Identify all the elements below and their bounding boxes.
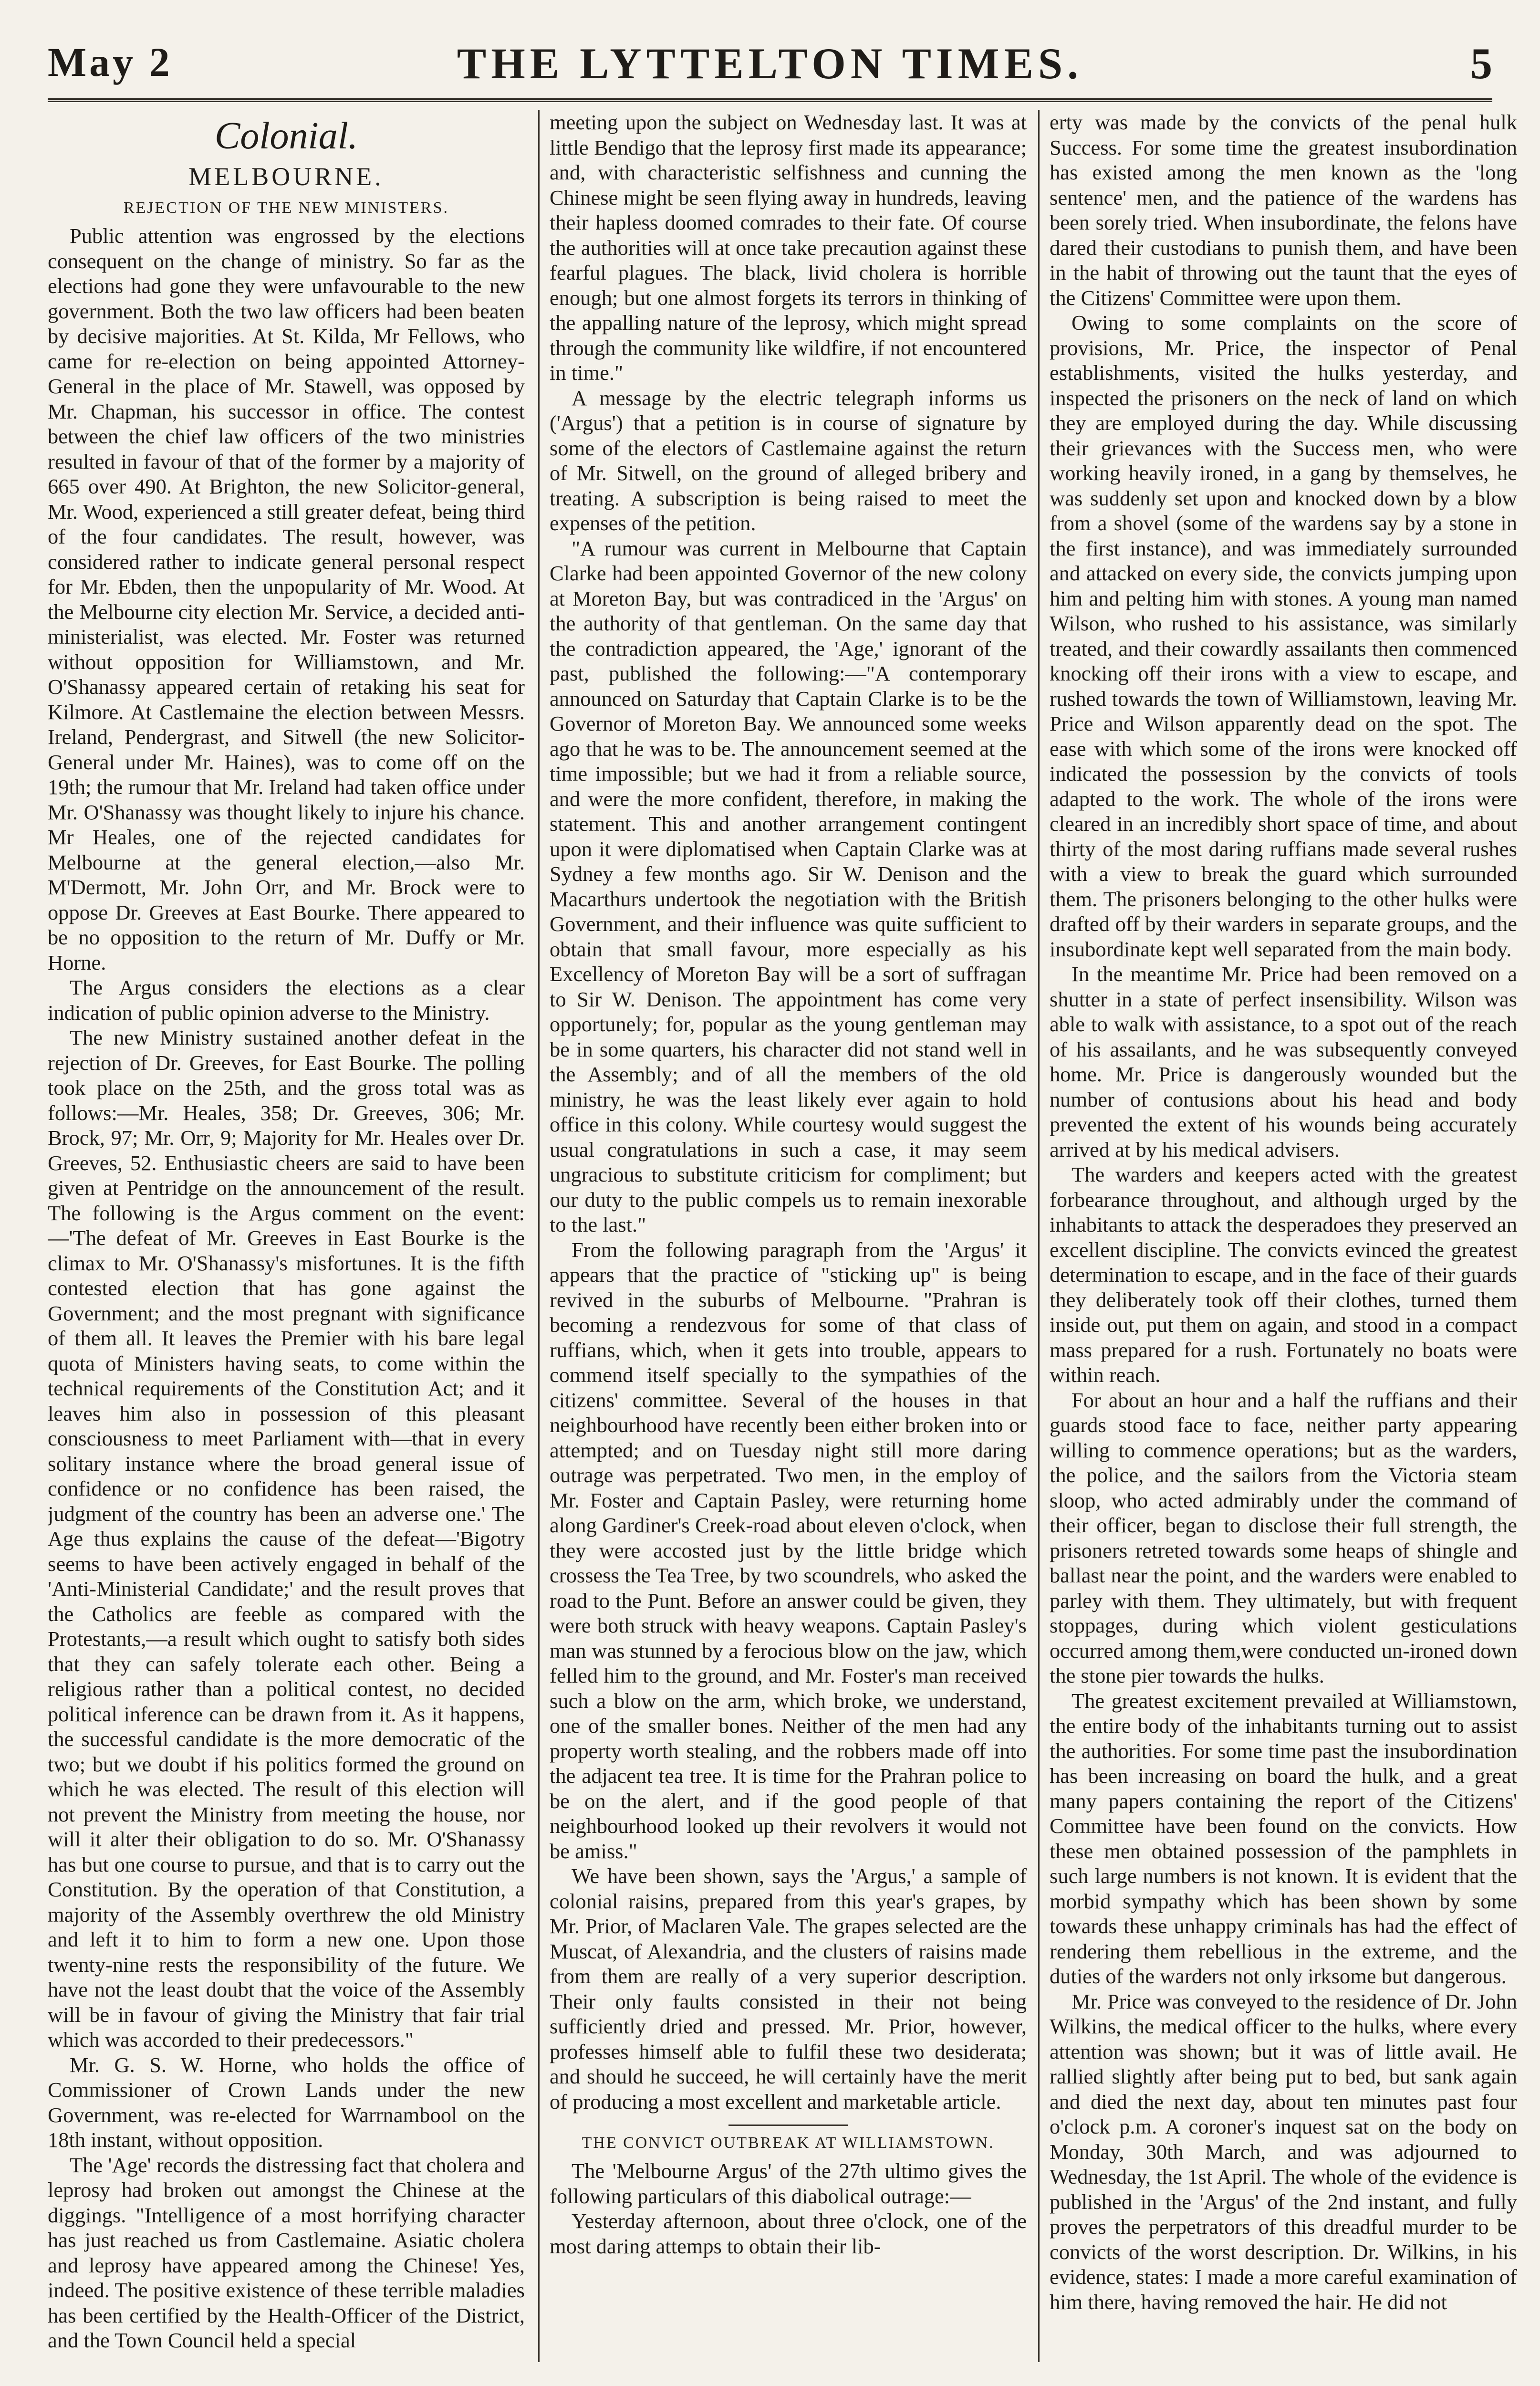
column-divider bbox=[538, 110, 540, 2362]
masthead-rule bbox=[48, 98, 1492, 102]
column-2 bbox=[550, 110, 1027, 2381]
article-paragraph: The 'Melbourne Argus' of the 27th ultimo gives the following particulars of this diabolical outrage:— bbox=[550, 2159, 1027, 2208]
article-paragraph: The new Ministry sustained another defeat in the rejection of Dr. Greeves, for East Bourke. The polling took place on the 25th, and the gross total was as follows:—Mr. Heales, 358; Dr. Greeves, 306; Mr. Brock, 97; Mr. Orr, 9; Majority for Mr. Heales over Dr. Greeves, 52. Enthusiastic cheers are said to have been given at Pentridge on the announcement of the result. The following is the Argus comment on the event:—'The defeat of Mr. Greeves in East Bourke is the climax to Mr. O'Shanassy's misfortunes. It is the fifth contested election that has gone against the Government; and the most pregnant with significance of them all. It leaves the Premier with his bare legal quota of Ministers having seats, to come within the technical requirements of the Constitution Act; and it leaves him also in possession of this pleasant consciousness to meet Parliament with—that in every solitary instance where the broad general issue of confidence or no confidence has been raised, the judgment of the country has been an adverse one.' The Age thus explains the cause of the defeat—'Bigotry seems to have been actively engaged in behalf of the 'Anti-Ministerial Candidate;' and the result proves that the Catholics are feeble as compared with the Protestants,—a result which ought to satisfy both sides that they can safely tolerate each other. Being a religious rather than a political contest, no decided political inference can be drawn from it. As it happens, the successful candidate is the more democratic of the two; but we doubt if his politics formed the ground on which he was elected. The result of this election will not prevent the Ministry from meeting the house, nor will it alter their obligation to do so. Mr. O'Shanassy has but one course to pursue, and that is to carry out the Constitution. By the operation of that Constitution, a majority of the Assembly overthrew the old Ministry and left it to him to form a new one. Upon those twenty-nine rests the responsibility of the future. We have not the least doubt that the voice of the Assembly will be in favour of giving the Ministry that fair trial which was accorded to their predecessors." bbox=[48, 1026, 525, 2051]
column-1 bbox=[48, 110, 525, 2381]
page-number: 5 bbox=[1470, 39, 1492, 88]
newspaper-title: THE LYTTELTON TIMES. bbox=[457, 39, 1083, 88]
article-paragraph: For about an hour and a half the ruffians and their guards stood face to face, neither party appearing willing to commence operations; but as the warders, the police, and the sailors from the Victoria steam sloop, who acted admirably under the command of their officer, began to disclose their full strength, the prisoners retreted towards some heaps of shingle and ballast near the point, and the warders were enabled to parley with them. They ultimately, but with frequent stoppages, during which violent gesticulations occurred among them,were conducted un-ironed down the stone pier towards the hulks. bbox=[1050, 1388, 1517, 1687]
article-heading: THE CONVICT OUTBREAK AT WILLIAMSTOWN. bbox=[582, 2134, 995, 2152]
article-paragraph: Owing to some complaints on the score of provisions, Mr. Price, the inspector of Penal establishments, visited the hulks yesterday, and inspected the prisoners on the neck of land on which they are employed during the day. While discussing their grievances with the Success men, who were working heavily ironed, in a gang by themselves, he was suddenly set upon and knocked down by a blow from a shovel (some of the wardens say by a stone in the first instance), and was immediately surrounded and attacked on every side, the convicts jumping upon him and pelting him with stones. A young man named Wilson, who rushed to his assistance, was similarly treated, and their cowardly assailants then commenced knocking off their irons with a view to escape, and rushed towards the town of Williamstown, leaving Mr. Price and Wilson apparently dead on the spot. The ease with which some of the irons were knocked off indicated the possession by the convicts of tools adapted to the work. The whole of the irons were cleared in an incredibly short space of time, and about thirty of the most daring ruffians made several rushes with a view to break the guard which surrounded them. The prisoners belonging to the other hulks were drafted off by their warders in separate groups, and the insubordinate kept well separated from the main body. bbox=[1050, 311, 1517, 961]
separator-rule bbox=[728, 2124, 848, 2126]
article-paragraph: Yesterday afternoon, about three o'clock, one of the most daring attemps to obtain their lib- bbox=[550, 2209, 1027, 2258]
article-paragraph: A message by the electric telegraph informs us ('Argus') that a petition is in course of signature by some of the electors of Castlemaine against the return of Mr. Sitwell, on the ground of alleged bribery and treating. A subscription is being raised to meet the expenses of the petition. bbox=[550, 386, 1027, 535]
article-paragraph: The greatest excitement prevailed at Williamstown, the entire body of the inhabitants turning out to assist the authorities. For some time past the insubordination has been increasing on board the hulk, and a great many papers containing the report of the Citizens' Committee have been found on the convicts. How these men obtained possession of the pamphlets in such large numbers is not known. It is evident that the morbid sympathy which has been shown by some towards these unhappy criminals has had the effect of rendering them rebellious in the extreme, and the duties of the warders not only irksome but dangerous. bbox=[1050, 1688, 1517, 1988]
article-paragraph: The warders and keepers acted with the greatest forbearance throughout, and although urged by the inhabitants to attack the desperadoes they preserved an excellent discipline. The convicts evinced the greatest determination to escape, and in the face of their guards they deliberately took off their clothes, turned them inside out, put them on again, and stood in a compact mass prepared for a rush. Fortunately no boats were within reach. bbox=[1050, 1162, 1517, 1387]
column-divider bbox=[1038, 110, 1040, 2362]
article-paragraph: The Argus considers the elections as a clear indication of public opinion adverse to the Ministry. bbox=[48, 975, 525, 1025]
article-paragraph: Public attention was engrossed by the elections consequent on the change of ministry. So far as the elections had gone they were unfavourable to the new government. Both the two law officers had been beaten by decisive majorities. At St. Kilda, Mr Fellows, who came for re-election on being appointed Attorney-General in the place of Mr. Stawell, was opposed by Mr. Chapman, his successor in office. The contest between the chief law officers of the two ministries resulted in favour of that of the former by a majority of 665 over 490. At Brighton, the new Solicitor-general, Mr. Wood, experienced a still greater defeat, being third of the four candidates. The result, however, was considered rather to indicate general personal respect for Mr. Ebden, then the unpopularity of Mr. Wood. At the Melbourne city election Mr. Service, a decided anti-ministerialist, was elected. Mr. Foster was returned without opposition for Williamstown, and Mr. O'Shanassy appeared certain of retaking his seat for Kilmore. At Castlemaine the election between Messrs. Ireland, Pendergrast, and Sitwell (the new Solicitor-General under Mr. Haines), was to come off on the 19th; the rumour that Mr. Ireland had taken office under Mr. O'Shanassy was thought likely to injure his chance. Mr Heales, one of the rejected candidates for Melbourne at the general election,—also Mr. M'Dermott, Mr. John Orr, and Mr. Brock were to oppose Dr. Greeves at East Bourke. There appeared to be no opposition to the return of Mr. Duffy or Mr. Horne. bbox=[48, 224, 525, 974]
column-3 bbox=[1050, 110, 1517, 2381]
section-heading: Colonial. bbox=[214, 115, 358, 157]
article-paragraph: We have been shown, says the 'Argus,' a sample of colonial raisins, prepared from this year's grapes, by Mr. Prior, of Maclaren Vale. The grapes selected are the Muscat, of Alexandria, and the clusters of raisins made from them are really of a very superior description. Their only faults consisted in their not being sufficiently dried and pressed. Mr. Prior, however, professes himself able to fulfil these two desiderata; and should he succeed, he will certainly have the merit of producing a most excellent and marketable article. bbox=[550, 1864, 1027, 2114]
article-paragraph: "A rumour was current in Melbourne that Captain Clarke had been appointed Governor of the new colony at Moreton Bay, but was contradiced in the 'Argus' on the authority of that gentleman. On the same day that the contradiction appeared, the 'Age,' ignorant of the past, published the following:—"A contemporary announced on Saturday that Captain Clarke is to be the Governor of Moreton Bay. We announced some weeks ago that he was to be. The announcement seemed at the time impossible; but we had it from a reliable source, and were the more confident, therefore, in making the statement. This and another arrangement contingent upon it were diplomatised when Captain Clarke was at Sydney a few months ago. Sir W. Denison and the Macarthurs undertook the negotiation with the British Government, and their influence was quite sufficient to obtain that small favour, more especially as his Excellency of Moreton Bay will be a sort of suffragan to Sir W. Denison. The appointment has come very opportunely; for, popular as the young gentleman may be in some quarters, his character did not stand well in the Assembly; and of all the members of the old ministry, he was the least likely ever again to hold office in this colony. While courtesy would suggest the usual congratulations in such a case, it may seem ungracious to substitute criticism for compliment; but our duty to the public compels us to remain inexorable to the last." bbox=[550, 536, 1027, 1236]
article-paragraph: From the following paragraph from the 'Argus' it appears that the practice of "sticking up" is being revived in the suburbs of Melbourne. "Prahran is becoming a rendezvous for some of that class of ruffians, which, when it gets into trouble, appears to commend itself specially to the sympathies of the citizens' committee. Several of the houses in that neighbourhood have recently been either broken into or attempted; and on Tuesday night still more daring outrage was perpetrated. Two men, in the employ of Mr. Foster and Captain Pasley, were returning home along Gardiner's Creek-road about eleven o'clock, when they were accosted just by the little bridge which crossess the Tea Tree, by two scoundrels, who asked the road to the Punt. Before an answer could be given, they were both struck with heavy weapons. Captain Pasley's man was stunned by a ferocious blow on the jaw, which felled him to the ground, and Mr. Foster's man received such a blow on the arm, which broke, we understand, one of the smaller bones. Neither of the men had any property worth stealing, and the robbers made off into the adjacent tea tree. It is time for the Prahran police to be on the alert, and if the good people of that neighbourhood looked up their revolvers it would not be amiss." bbox=[550, 1237, 1027, 1863]
article-paragraph: In the meantime Mr. Price had been removed on a shutter in a state of perfect insensibility. Wilson was able to walk with assistance, to a spot out of the reach of his assailants, and he was subsequently conveyed home. Mr. Price is dangerously wounded but the number of contusions about his head and body prevented the extent of his wounds being accurately arrived at by his medical advisers. bbox=[1050, 962, 1517, 1162]
article-paragraph: Mr. G. S. W. Horne, who holds the office of Commissioner of Crown Lands under the new Government, was re-elected for Warrnambool on the 18th instant, without opposition. bbox=[48, 2052, 525, 2152]
article-heading: REJECTION OF THE NEW MINISTERS. bbox=[123, 199, 449, 217]
section-subheading: MELBOURNE. bbox=[188, 162, 384, 191]
masthead bbox=[48, 29, 1492, 100]
article-paragraph: The 'Age' records the distressing fact that cholera and leprosy had broken out amongst the Chinese at the diggings. "Intelligence of a most horrifying character has just reached us from Castlemaine. Asiatic cholera and leprosy have appeared among the Chinese! Yes, indeed. The positive existence of these terrible maladies has been certified by the Health-Officer of the District, and the Town Council held a special bbox=[48, 2153, 525, 2352]
article-paragraph: Mr. Price was conveyed to the residence of Dr. John Wilkins, the medical officer to the hulks, where every attention was shown; but it was of little avail. He rallied slightly after being put to bed, but sank again and died the next day, about ten minutes past four o'clock p.m. A coroner's inquest sat on the body on Monday, 30th March, and was adjourned to Wednesday, the 1st April. The whole of the evidence is published in the 'Argus' of the 2nd instant, and fully proves the perpetrators of this dreadful murder to be convicts of the worst description. Dr. Wilkins, in his evidence, states: I made a more careful examination of him there, having removed the hair. He did not bbox=[1050, 1989, 1517, 2314]
article-paragraph: erty was made by the convicts of the penal hulk Success. For some time the greatest insubordination has existed among the men known as the 'long sentence' men, and the patience of the wardens has been sorely tried. When insubordinate, the felons have dared their custodians to punish them, and have been in the habit of throwing out the taunt that the eyes of the Citizens' Committee were upon them. bbox=[1050, 110, 1517, 310]
article-paragraph: meeting upon the subject on Wednesday last. It was at little Bendigo that the leprosy first made its appearance; and, with characteristic selfishness and cunning the Chinese might be seen flying away in hundreds, leaving their hapless doomed comrades to their fate. Of course the authorities will at once take precaution against these fearful plagues. The black, livid cholera is horrible enough; but one almost forgets its terrors in thinking of the appalling nature of the leprosy, which might spread through the community like wildfire, if not encountered in time." bbox=[550, 110, 1027, 385]
issue-date: May 2 bbox=[48, 39, 173, 85]
